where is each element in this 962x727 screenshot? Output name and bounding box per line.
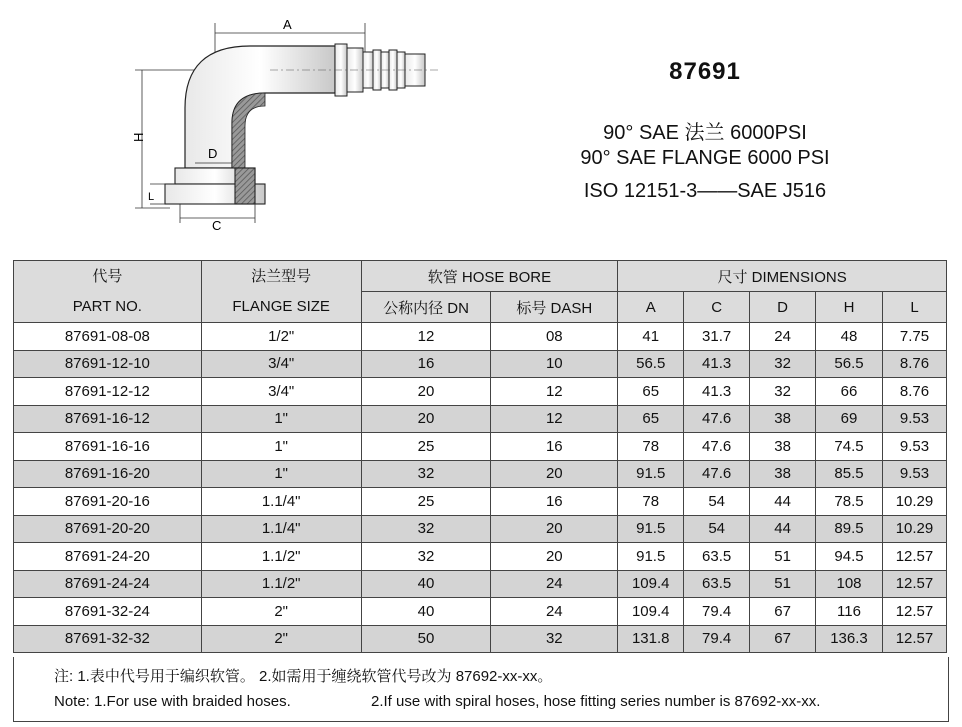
cell-l: 8.76: [882, 378, 946, 406]
cell-c: 79.4: [684, 598, 750, 626]
cell-part: 87691-16-16: [14, 433, 202, 461]
table-row: [14, 543, 947, 571]
header-a: A: [618, 292, 684, 323]
cell-dash: 16: [491, 433, 618, 461]
cell-dash: 12: [491, 405, 618, 433]
model-number: 87691: [669, 58, 741, 85]
cell-part: 87691-24-24: [14, 570, 202, 598]
cell-l: 9.53: [882, 460, 946, 488]
table-row: [14, 460, 947, 488]
cell-c: 63.5: [684, 543, 750, 571]
header-h: H: [816, 292, 883, 323]
cell-d: 32: [750, 378, 816, 406]
cell-d: 38: [750, 433, 816, 461]
cell-h: 94.5: [816, 543, 883, 571]
dimension-c-label: C: [212, 218, 222, 233]
cell-c: 79.4: [684, 625, 750, 653]
cell-dash: 32: [491, 625, 618, 653]
table-row: [14, 488, 947, 516]
cell-d: 24: [750, 323, 816, 351]
cell-a: 109.4: [618, 598, 684, 626]
cell-a: 56.5: [618, 350, 684, 378]
cell-dash: 16: [491, 488, 618, 516]
cell-dn: 25: [361, 433, 491, 461]
cell-l: 10.29: [882, 515, 946, 543]
cell-flange: 1.1/2": [201, 543, 361, 571]
cell-a: 91.5: [618, 515, 684, 543]
cell-dn: 32: [361, 515, 491, 543]
header-flange-en: FLANGE SIZE: [232, 297, 330, 315]
cell-c: 54: [684, 488, 750, 516]
header-part-en: PART NO.: [72, 297, 142, 315]
cell-l: 9.53: [882, 433, 946, 461]
table-row: [14, 598, 947, 626]
cell-dn: 40: [361, 598, 491, 626]
table-row: [14, 350, 947, 378]
cell-dash: 12: [491, 378, 618, 406]
cell-a: 65: [618, 378, 684, 406]
note-chinese: 注: 1.表中代号用于编织软管。 2.如需用于缠绕软管代号改为 87692-xx-xx。: [54, 668, 553, 685]
notes-box: [13, 657, 949, 722]
spec-line-standard: ISO 12151-3——SAE J516: [583, 180, 827, 202]
dimension-h-label: H: [131, 132, 146, 142]
cell-h: 116: [816, 598, 883, 626]
cell-c: 47.6: [684, 460, 750, 488]
cell-c: 63.5: [684, 570, 750, 598]
cell-d: 67: [750, 598, 816, 626]
cell-a: 91.5: [618, 543, 684, 571]
cell-d: 51: [750, 570, 816, 598]
header-hose-bore: 软管 HOSE BORE: [361, 261, 618, 292]
cell-c: 47.6: [684, 405, 750, 433]
cell-h: 56.5: [816, 350, 883, 378]
note-english-2: 2.If use with spiral hoses, hose fitting series number is 87692-xx-xx.: [371, 693, 821, 710]
cell-a: 41: [618, 323, 684, 351]
cell-part: 87691-12-12: [14, 378, 202, 406]
cell-h: 69: [816, 405, 883, 433]
cell-l: 12.57: [882, 598, 946, 626]
table-row: [14, 433, 947, 461]
header-part-no: [14, 261, 202, 323]
cell-dn: 40: [361, 570, 491, 598]
cell-l: 9.53: [882, 405, 946, 433]
cell-h: 89.5: [816, 515, 883, 543]
cell-d: 38: [750, 405, 816, 433]
flange: [165, 168, 265, 204]
table-row: [14, 405, 947, 433]
header-dn: 公称内径 DN: [361, 292, 491, 323]
cell-dash: 20: [491, 460, 618, 488]
table-row: [14, 515, 947, 543]
table-row: [14, 625, 947, 653]
cell-flange: 3/4": [201, 378, 361, 406]
cell-l: 12.57: [882, 625, 946, 653]
cell-c: 47.6: [684, 433, 750, 461]
cell-part: 87691-32-24: [14, 598, 202, 626]
cell-h: 66: [816, 378, 883, 406]
cell-d: 44: [750, 515, 816, 543]
cell-dn: 32: [361, 543, 491, 571]
note-english-1: Note: 1.For use with braided hoses.: [54, 693, 291, 710]
cell-part: 87691-20-20: [14, 515, 202, 543]
cell-a: 91.5: [618, 460, 684, 488]
cell-flange: 1": [201, 433, 361, 461]
cell-dn: 20: [361, 378, 491, 406]
header-dimensions: 尺寸 DIMENSIONS: [618, 261, 947, 292]
cell-c: 41.3: [684, 350, 750, 378]
cell-flange: 1": [201, 405, 361, 433]
cell-part: 87691-16-20: [14, 460, 202, 488]
cell-dash: 20: [491, 515, 618, 543]
cell-part: 87691-20-16: [14, 488, 202, 516]
table-row: [14, 323, 947, 351]
dimension-l-label: L: [148, 191, 155, 203]
cell-a: 109.4: [618, 570, 684, 598]
cell-c: 54: [684, 515, 750, 543]
cell-h: 48: [816, 323, 883, 351]
spec-line-english: 90° SAE FLANGE 6000 PSI: [580, 147, 830, 169]
cell-part: 87691-32-32: [14, 625, 202, 653]
cell-l: 12.57: [882, 543, 946, 571]
cell-l: 10.29: [882, 488, 946, 516]
table-row: [14, 570, 947, 598]
cell-flange: 1": [201, 460, 361, 488]
dimension-d-label: D: [208, 146, 218, 161]
header-l: L: [882, 292, 946, 323]
cell-d: 32: [750, 350, 816, 378]
cell-a: 78: [618, 488, 684, 516]
cell-flange: 1.1/2": [201, 570, 361, 598]
header-flange-size: [201, 261, 361, 323]
cell-flange: 1.1/4": [201, 488, 361, 516]
cell-flange: 1/2": [201, 323, 361, 351]
cell-h: 74.5: [816, 433, 883, 461]
cell-d: 67: [750, 625, 816, 653]
cell-c: 41.3: [684, 378, 750, 406]
spec-line-chinese: 90° SAE 法兰 6000PSI: [603, 122, 807, 144]
cell-part: 87691-08-08: [14, 323, 202, 351]
cell-l: 7.75: [882, 323, 946, 351]
cell-l: 8.76: [882, 350, 946, 378]
header-part-zh: 代号: [92, 267, 123, 285]
cell-dash: 24: [491, 598, 618, 626]
cell-h: 85.5: [816, 460, 883, 488]
fitting-drawing: [120, 8, 470, 240]
header-d: D: [750, 292, 816, 323]
cell-h: 78.5: [816, 488, 883, 516]
cell-dn: 32: [361, 460, 491, 488]
cell-a: 65: [618, 405, 684, 433]
cell-dash: 20: [491, 543, 618, 571]
header-c: C: [684, 292, 750, 323]
cell-part: 87691-12-10: [14, 350, 202, 378]
cell-h: 108: [816, 570, 883, 598]
cell-flange: 2": [201, 625, 361, 653]
cell-dn: 12: [361, 323, 491, 351]
cell-a: 78: [618, 433, 684, 461]
cell-c: 31.7: [684, 323, 750, 351]
cell-d: 51: [750, 543, 816, 571]
cell-flange: 1.1/4": [201, 515, 361, 543]
cell-l: 12.57: [882, 570, 946, 598]
cell-dn: 50: [361, 625, 491, 653]
table-row: [14, 378, 947, 406]
cell-dash: 24: [491, 570, 618, 598]
cell-dash: 10: [491, 350, 618, 378]
cell-part: 87691-16-12: [14, 405, 202, 433]
spec-table: [13, 260, 947, 653]
elbow-section-hatch: [232, 93, 265, 168]
cell-flange: 3/4": [201, 350, 361, 378]
cell-part: 87691-24-20: [14, 543, 202, 571]
hose-barb: [335, 44, 425, 96]
header-flange-zh: 法兰型号: [251, 267, 312, 285]
cell-dn: 16: [361, 350, 491, 378]
cell-h: 136.3: [816, 625, 883, 653]
cell-a: 131.8: [618, 625, 684, 653]
cell-dn: 25: [361, 488, 491, 516]
cell-dn: 20: [361, 405, 491, 433]
cell-dash: 08: [491, 323, 618, 351]
header-dash: 标号 DASH: [491, 292, 618, 323]
cell-flange: 2": [201, 598, 361, 626]
cell-d: 44: [750, 488, 816, 516]
dimension-a-label: A: [283, 17, 292, 32]
cell-d: 38: [750, 460, 816, 488]
